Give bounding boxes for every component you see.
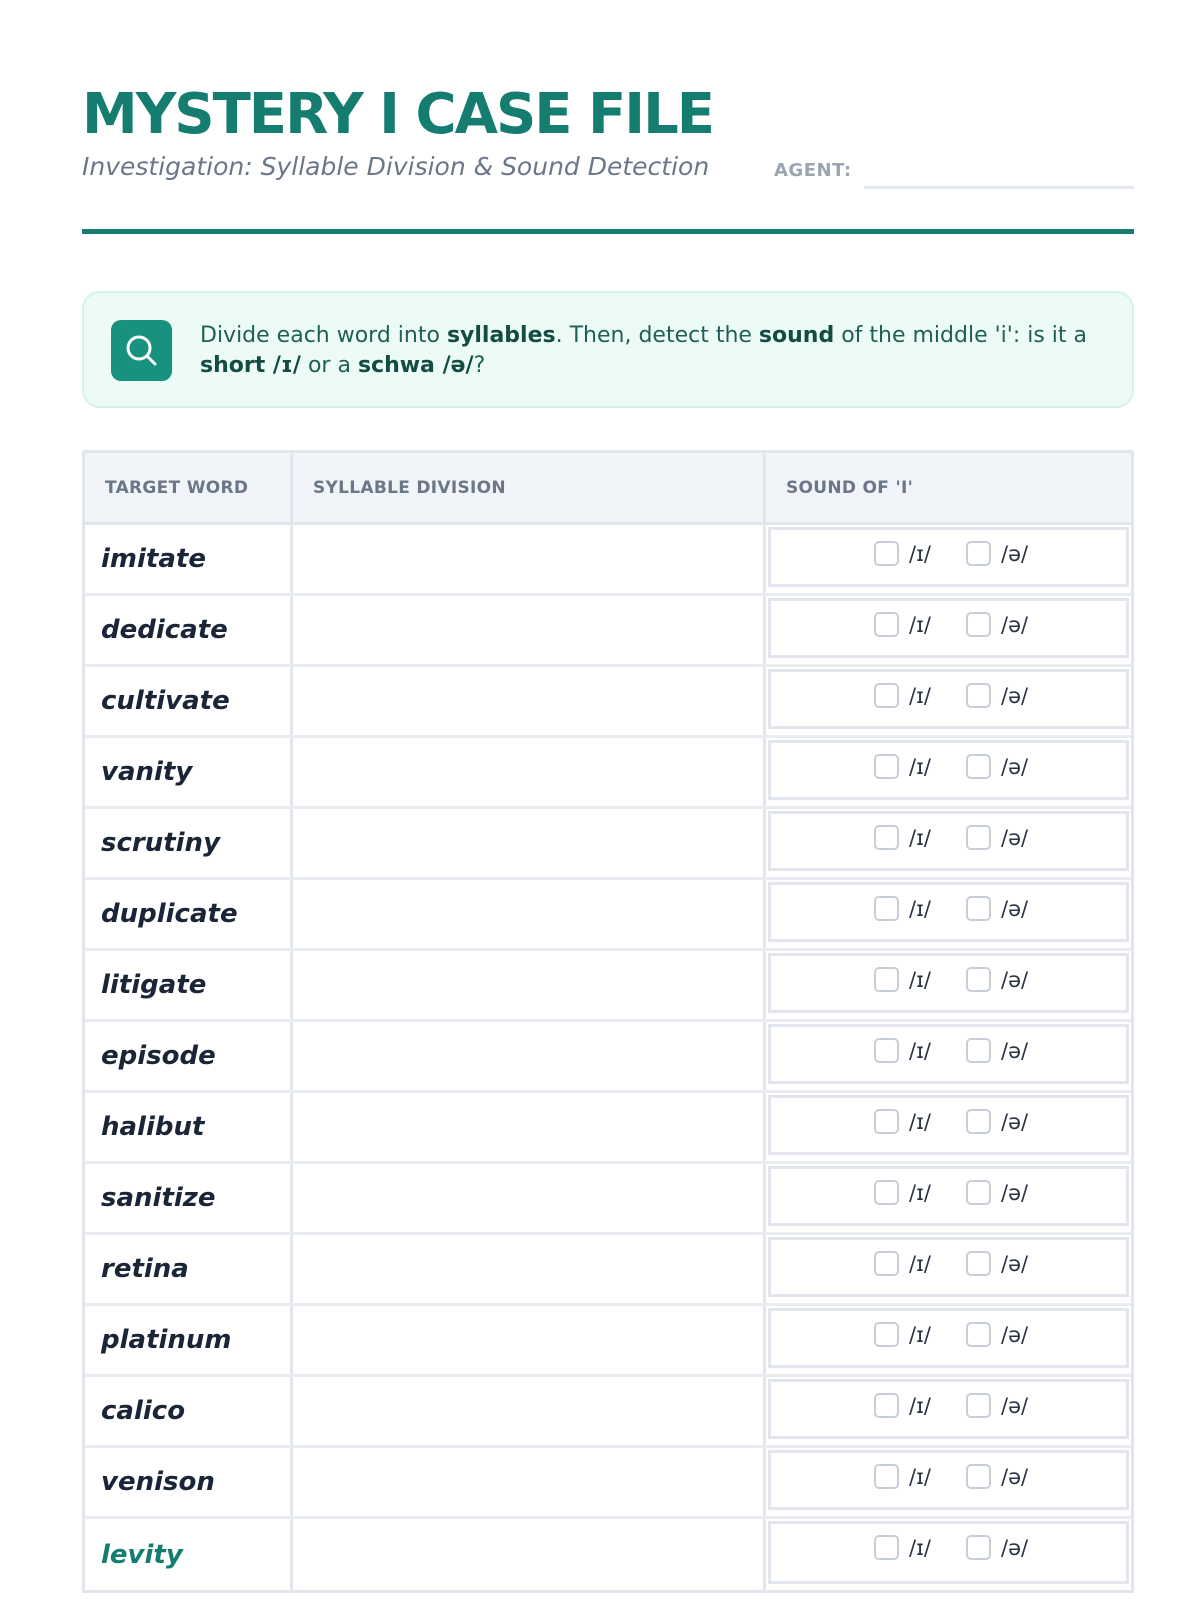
target-word: cultivate <box>85 667 293 735</box>
schwa-option[interactable] <box>966 967 1028 992</box>
sound-cell <box>766 1093 1131 1161</box>
short-i-label: /ɪ/ <box>909 1251 931 1276</box>
short-i-label: /ɪ/ <box>909 1535 931 1560</box>
schwa-option[interactable] <box>966 896 1028 921</box>
table-row <box>85 1519 1131 1590</box>
schwa-checkbox[interactable] <box>966 967 991 992</box>
schwa-option[interactable] <box>966 612 1028 637</box>
sound-options <box>768 1024 1129 1084</box>
sound-cell <box>766 1306 1131 1374</box>
schwa-label: /ə/ <box>1001 896 1029 921</box>
target-word: venison <box>85 1448 293 1516</box>
schwa-checkbox[interactable] <box>966 1038 991 1063</box>
sound-cell <box>766 525 1131 593</box>
agent-label: AGENT: <box>774 160 852 181</box>
target-word: sanitize <box>85 1164 293 1232</box>
syllable-division-field[interactable] <box>293 880 766 948</box>
sound-options <box>768 1237 1129 1297</box>
short-i-option[interactable] <box>874 1109 931 1134</box>
short-i-label: /ɪ/ <box>909 1180 931 1205</box>
sound-options <box>768 598 1129 658</box>
sound-options <box>768 1450 1129 1510</box>
target-word: levity <box>85 1519 293 1590</box>
instruction-box <box>82 291 1134 408</box>
table-row <box>85 880 1131 951</box>
schwa-option[interactable] <box>966 1393 1028 1418</box>
sound-options <box>768 1521 1129 1584</box>
syllable-division-field[interactable] <box>293 1093 766 1161</box>
header-target-word: TARGET WORD <box>85 453 293 522</box>
syllable-division-field[interactable] <box>293 809 766 877</box>
sound-cell <box>766 596 1131 664</box>
search-icon <box>111 320 172 381</box>
page-title: MYSTERY I CASE FILE <box>82 82 714 147</box>
sound-cell <box>766 1164 1131 1232</box>
target-word: calico <box>85 1377 293 1445</box>
schwa-checkbox[interactable] <box>966 612 991 637</box>
short-i-checkbox[interactable] <box>874 1535 899 1560</box>
short-i-checkbox[interactable] <box>874 1251 899 1276</box>
sound-options <box>768 669 1129 729</box>
syllable-division-field[interactable] <box>293 1519 766 1590</box>
short-i-option[interactable] <box>874 1180 931 1205</box>
table-row <box>85 809 1131 880</box>
target-word: imitate <box>85 525 293 593</box>
short-i-option[interactable] <box>874 1251 931 1276</box>
short-i-checkbox[interactable] <box>874 1393 899 1418</box>
target-word: vanity <box>85 738 293 806</box>
sound-options <box>768 1095 1129 1155</box>
short-i-checkbox[interactable] <box>874 1038 899 1063</box>
sound-cell <box>766 1022 1131 1090</box>
short-i-checkbox[interactable] <box>874 896 899 921</box>
sound-options <box>768 1379 1129 1439</box>
target-word: duplicate <box>85 880 293 948</box>
table-row <box>85 525 1131 596</box>
short-i-label: /ɪ/ <box>909 683 931 708</box>
sound-options <box>768 1308 1129 1368</box>
short-i-option[interactable] <box>874 612 931 637</box>
schwa-checkbox[interactable] <box>966 1535 991 1560</box>
sound-options <box>768 953 1129 1013</box>
table-row <box>85 1377 1131 1448</box>
schwa-label: /ə/ <box>1001 612 1029 637</box>
target-word: halibut <box>85 1093 293 1161</box>
worksheet-table <box>82 450 1134 1593</box>
sound-cell <box>766 951 1131 1019</box>
sound-options <box>768 527 1129 587</box>
schwa-option[interactable] <box>966 754 1028 779</box>
schwa-checkbox[interactable] <box>966 1180 991 1205</box>
schwa-option[interactable] <box>966 1038 1028 1063</box>
schwa-checkbox[interactable] <box>966 1393 991 1418</box>
target-word: dedicate <box>85 596 293 664</box>
short-i-checkbox[interactable] <box>874 754 899 779</box>
sound-options <box>768 882 1129 942</box>
short-i-label: /ɪ/ <box>909 967 931 992</box>
schwa-option[interactable] <box>966 683 1028 708</box>
table-row <box>85 1235 1131 1306</box>
schwa-option[interactable] <box>966 541 1028 566</box>
short-i-label: /ɪ/ <box>909 896 931 921</box>
short-i-checkbox[interactable] <box>874 1322 899 1347</box>
sound-cell <box>766 1377 1131 1445</box>
sound-cell <box>766 1519 1131 1590</box>
short-i-option[interactable] <box>874 1464 931 1489</box>
table-header <box>85 453 1131 525</box>
table-row <box>85 1164 1131 1235</box>
syllable-division-field[interactable] <box>293 667 766 735</box>
sound-cell <box>766 809 1131 877</box>
schwa-label: /ə/ <box>1001 1180 1029 1205</box>
short-i-checkbox[interactable] <box>874 1180 899 1205</box>
schwa-checkbox[interactable] <box>966 896 991 921</box>
short-i-checkbox[interactable] <box>874 683 899 708</box>
short-i-label: /ɪ/ <box>909 1393 931 1418</box>
syllable-division-field[interactable] <box>293 1377 766 1445</box>
sound-options <box>768 740 1129 800</box>
short-i-label: /ɪ/ <box>909 825 931 850</box>
short-i-label: /ɪ/ <box>909 754 931 779</box>
table-row <box>85 1306 1131 1377</box>
target-word: platinum <box>85 1306 293 1374</box>
short-i-option[interactable] <box>874 896 931 921</box>
table-body <box>85 525 1131 1590</box>
schwa-label: /ə/ <box>1001 754 1029 779</box>
schwa-checkbox[interactable] <box>966 1464 991 1489</box>
schwa-option[interactable] <box>966 825 1028 850</box>
schwa-option[interactable] <box>966 1180 1028 1205</box>
schwa-label: /ə/ <box>1001 1038 1029 1063</box>
schwa-label: /ə/ <box>1001 1109 1029 1134</box>
schwa-label: /ə/ <box>1001 1535 1029 1560</box>
schwa-label: /ə/ <box>1001 541 1029 566</box>
short-i-option[interactable] <box>874 754 931 779</box>
short-i-option[interactable] <box>874 1535 931 1560</box>
target-word: episode <box>85 1022 293 1090</box>
sound-cell <box>766 738 1131 806</box>
syllable-division-field[interactable] <box>293 738 766 806</box>
header-syllable-division: SYLLABLE DIVISION <box>293 453 766 522</box>
short-i-checkbox[interactable] <box>874 541 899 566</box>
sound-cell <box>766 1448 1131 1516</box>
schwa-checkbox[interactable] <box>966 1109 991 1134</box>
schwa-label: /ə/ <box>1001 967 1029 992</box>
schwa-checkbox[interactable] <box>966 1322 991 1347</box>
schwa-label: /ə/ <box>1001 1464 1029 1489</box>
schwa-label: /ə/ <box>1001 1393 1029 1418</box>
short-i-option[interactable] <box>874 683 931 708</box>
table-row <box>85 1093 1131 1164</box>
schwa-checkbox[interactable] <box>966 754 991 779</box>
schwa-checkbox[interactable] <box>966 683 991 708</box>
schwa-option[interactable] <box>966 1251 1028 1276</box>
page-subtitle: Investigation: Syllable Division & Sound Detection <box>82 152 710 181</box>
instruction-text: Divide each word into syllables. Then, detect the sound of the middle 'i': is it a short /ɪ/ or a schwa /ə/? <box>200 323 1087 378</box>
syllable-division-field[interactable] <box>293 596 766 664</box>
table-row <box>85 1448 1131 1519</box>
short-i-label: /ɪ/ <box>909 1322 931 1347</box>
schwa-label: /ə/ <box>1001 1251 1029 1276</box>
sound-cell <box>766 880 1131 948</box>
short-i-option[interactable] <box>874 1393 931 1418</box>
syllable-division-field[interactable] <box>293 1164 766 1232</box>
short-i-label: /ɪ/ <box>909 541 931 566</box>
syllable-division-field[interactable] <box>293 525 766 593</box>
schwa-checkbox[interactable] <box>966 825 991 850</box>
short-i-checkbox[interactable] <box>874 1464 899 1489</box>
schwa-option[interactable] <box>966 1535 1028 1560</box>
sound-cell <box>766 1235 1131 1303</box>
agent-name-field[interactable] <box>864 186 1134 189</box>
short-i-option[interactable] <box>874 967 931 992</box>
syllable-division-field[interactable] <box>293 951 766 1019</box>
schwa-checkbox[interactable] <box>966 541 991 566</box>
syllable-division-field[interactable] <box>293 1235 766 1303</box>
short-i-checkbox[interactable] <box>874 1109 899 1134</box>
short-i-option[interactable] <box>874 541 931 566</box>
target-word: retina <box>85 1235 293 1303</box>
schwa-label: /ə/ <box>1001 683 1029 708</box>
short-i-option[interactable] <box>874 1322 931 1347</box>
sound-options <box>768 811 1129 871</box>
table-row <box>85 951 1131 1022</box>
schwa-label: /ə/ <box>1001 825 1029 850</box>
table-row <box>85 1022 1131 1093</box>
short-i-checkbox[interactable] <box>874 967 899 992</box>
syllable-division-field[interactable] <box>293 1022 766 1090</box>
table-row <box>85 667 1131 738</box>
syllable-division-field[interactable] <box>293 1306 766 1374</box>
short-i-label: /ɪ/ <box>909 612 931 637</box>
syllable-division-field[interactable] <box>293 1448 766 1516</box>
header-divider <box>82 229 1134 234</box>
short-i-label: /ɪ/ <box>909 1038 931 1063</box>
table-row <box>85 738 1131 809</box>
short-i-checkbox[interactable] <box>874 825 899 850</box>
target-word: litigate <box>85 951 293 1019</box>
schwa-option[interactable] <box>966 1109 1028 1134</box>
sound-options <box>768 1166 1129 1226</box>
schwa-label: /ə/ <box>1001 1322 1029 1347</box>
sound-cell <box>766 667 1131 735</box>
short-i-label: /ɪ/ <box>909 1109 931 1134</box>
table-row <box>85 596 1131 667</box>
short-i-checkbox[interactable] <box>874 612 899 637</box>
target-word: scrutiny <box>85 809 293 877</box>
short-i-option[interactable] <box>874 1038 931 1063</box>
schwa-checkbox[interactable] <box>966 1251 991 1276</box>
schwa-option[interactable] <box>966 1322 1028 1347</box>
schwa-option[interactable] <box>966 1464 1028 1489</box>
short-i-option[interactable] <box>874 825 931 850</box>
short-i-label: /ɪ/ <box>909 1464 931 1489</box>
header-sound: SOUND OF 'I' <box>786 477 914 498</box>
